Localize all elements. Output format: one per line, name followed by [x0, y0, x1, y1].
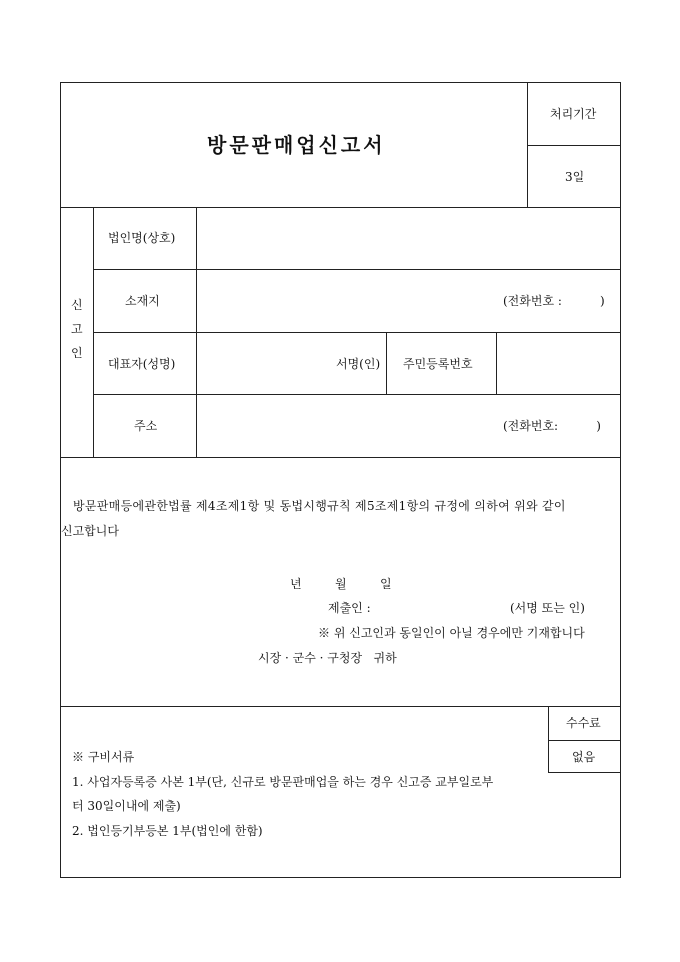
processing-period-value: 3일 [565, 170, 585, 184]
resident-number-label: 주민등록번호 [403, 357, 473, 371]
representative-label: 대표자(성명) [108, 357, 176, 371]
submitter-sign-label: (서명 또는 인) [510, 601, 585, 615]
required-documents-heading: ※ 구비서류 [72, 750, 135, 764]
documents-top-line [60, 706, 621, 707]
representative-sign-label: 서명(인) [336, 357, 381, 371]
submitter-note: ※ 위 신고인과 동일인이 아닐 경우에만 기재합니다 [318, 626, 585, 640]
fee-box-mid [548, 740, 621, 741]
header-bottom-line [60, 207, 621, 208]
representative-name-field[interactable] [200, 336, 330, 390]
form-title: 방문판매업신고서 [207, 133, 386, 157]
declaration-line-2: 신고합니다 [61, 524, 119, 538]
company-name-field[interactable] [200, 211, 616, 265]
rep-row-divider-2 [496, 332, 497, 395]
address-field[interactable] [200, 399, 490, 453]
fee-box-bottom [548, 772, 621, 773]
location-phone-label: (전화번호 : ) [503, 294, 605, 308]
resident-number-field[interactable] [500, 336, 616, 390]
address-label: 주소 [134, 419, 158, 433]
required-document-1-line-1: 1. 사업자등록증 사본 1부(단, 신규로 방문판매업을 하는 경우 신고증 교부일로부 [72, 775, 494, 789]
applicant-side-char-1: 신 [71, 298, 83, 312]
recipient-line: 시장 · 군수 · 구청장 귀하 [258, 651, 397, 665]
applicant-side-char-3: 인 [71, 346, 83, 360]
required-document-1-line-2: 터 30일이내에 제출) [72, 799, 181, 813]
address-phone-label: (전화번호: ) [503, 419, 601, 433]
submitter-label: 제출인 : [328, 601, 371, 615]
header-divider-h-right [527, 145, 621, 146]
location-label: 소재지 [125, 294, 160, 308]
location-field[interactable] [200, 274, 490, 328]
row-line-1 [93, 269, 621, 270]
required-document-2: 2. 법인등기부등본 1부(법인에 한함) [72, 824, 263, 838]
applicant-bottom-line [60, 457, 621, 458]
date-day-label: 일 [380, 577, 392, 591]
date-year-label: 년 [290, 577, 302, 591]
form-frame [60, 82, 621, 878]
date-month-label: 월 [335, 577, 347, 591]
row-line-2 [93, 332, 621, 333]
row-line-3 [93, 394, 621, 395]
processing-period-label: 처리기간 [550, 107, 597, 121]
company-name-label: 법인명(상호) [108, 231, 176, 245]
declaration-line-1: 방문판매등에관한법률 제4조제1항 및 동법시행규칙 제5조제1항의 규정에 의하여 위와 같이 [73, 499, 566, 513]
applicant-side-char-2: 고 [71, 322, 83, 336]
fee-value: 없음 [572, 750, 596, 764]
rep-row-divider-1 [386, 332, 387, 395]
submitter-field[interactable] [384, 596, 502, 618]
fee-label: 수수료 [566, 716, 601, 730]
